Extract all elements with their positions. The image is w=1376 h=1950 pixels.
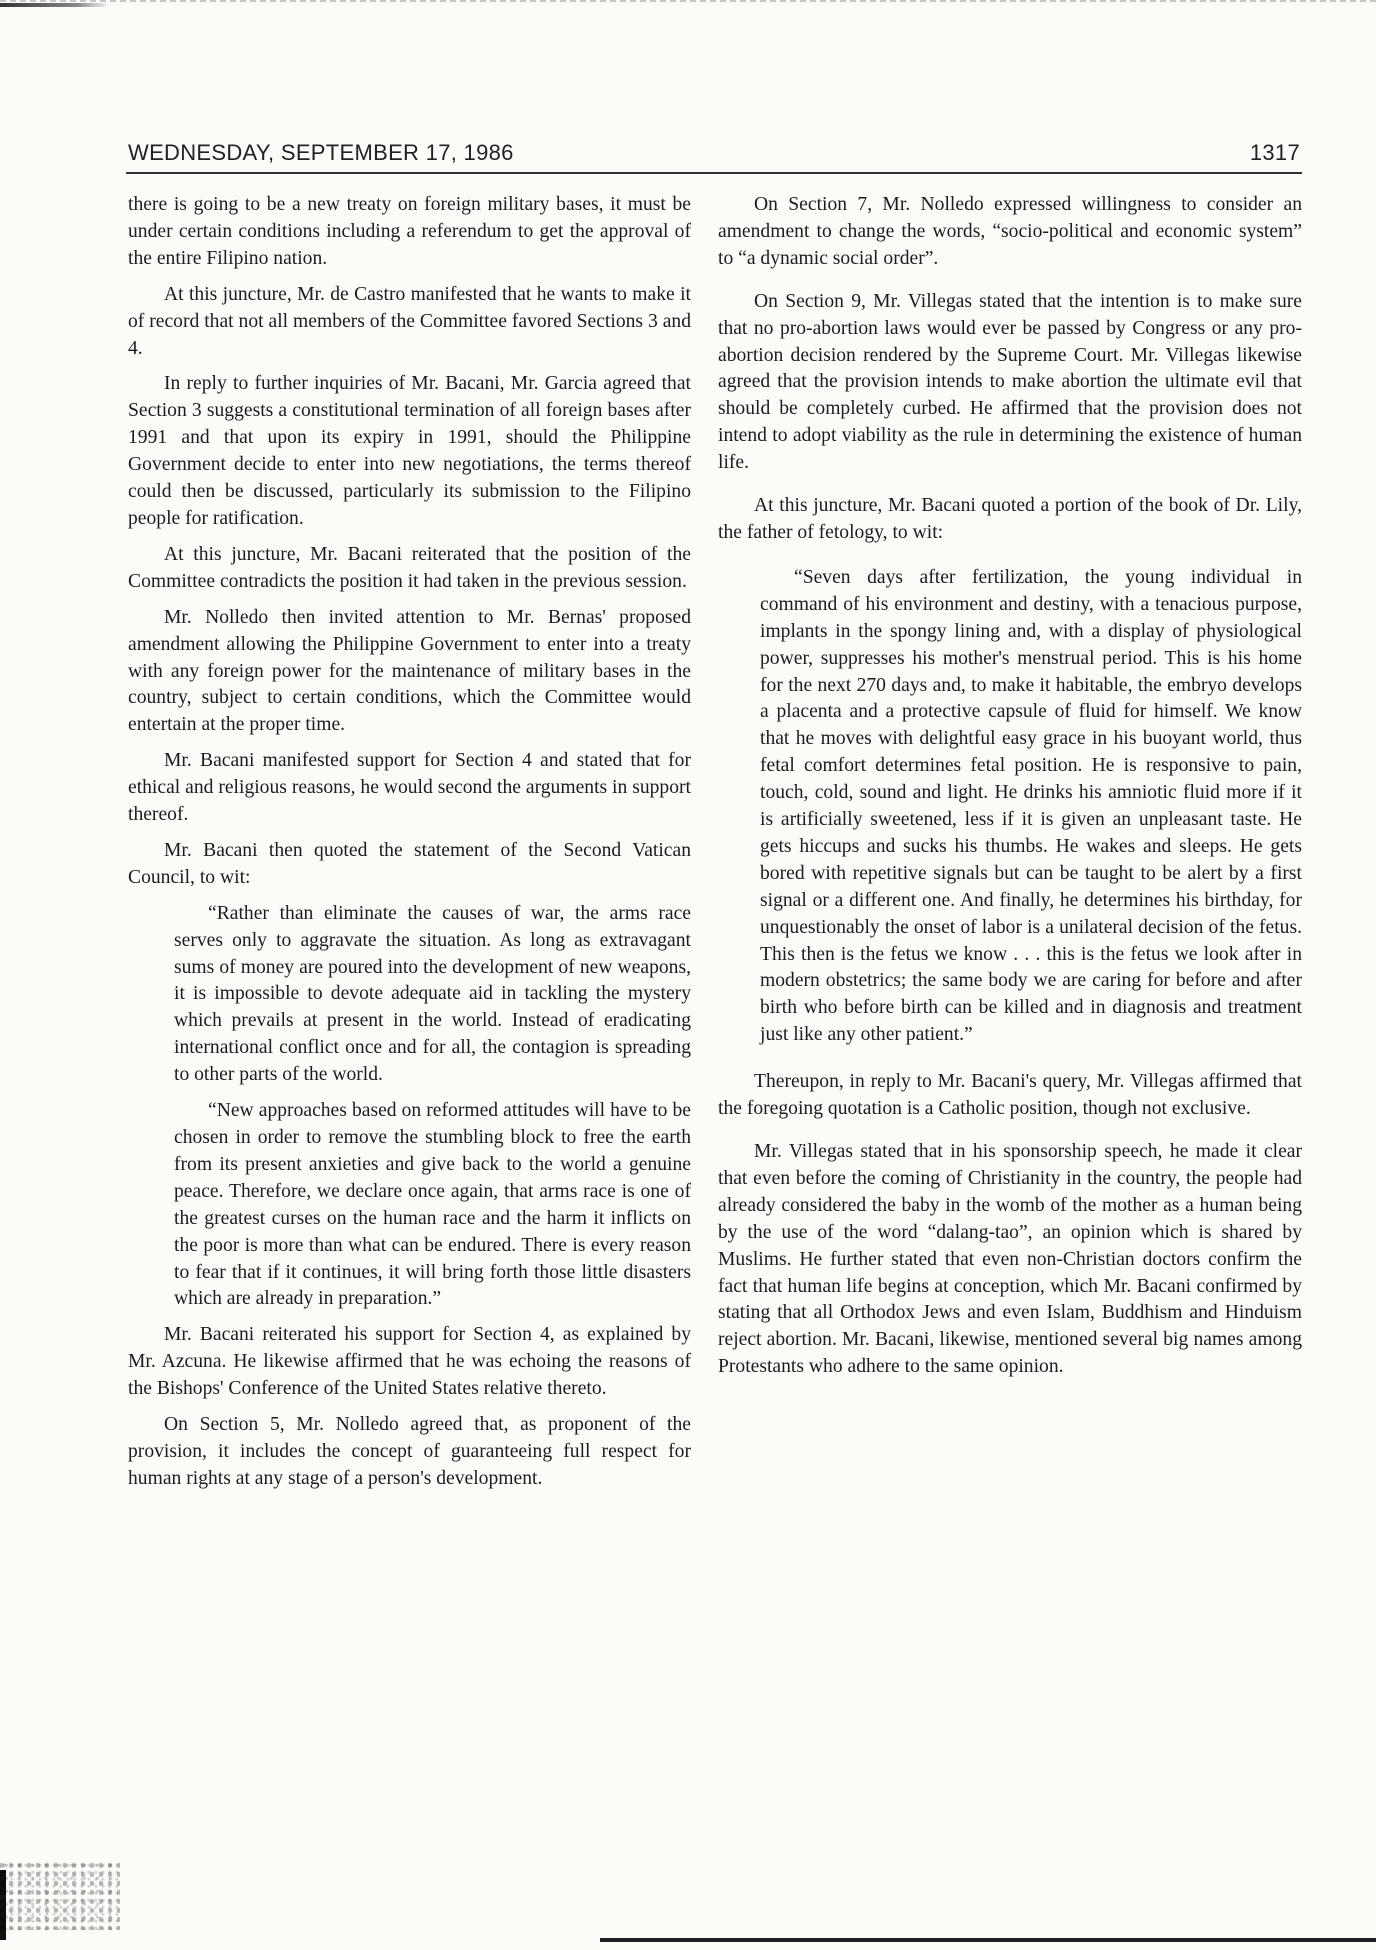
paragraph: On Section 5, Mr. Nolledo agreed that, as proponent of the provision, it includes the concept of guaranteeing full respect for human rights at any stage of a person's development. (128, 1414, 691, 1489)
paragraph: On Section 9, Mr. Villegas stated that the intention is to make sure that no pro-abortion laws would ever be passed by Congress or any pro-abortion decision rendered by the Supreme Court. Mr. Villegas likewise agreed that the provision intends to make abortion the ultimate evil that should be completely curbed. He affirmed that the provision does not intend to adopt viability as the rule in determining the existence of human life. (718, 290, 1302, 474)
left-column (128, 192, 691, 1502)
paragraph: Mr. Bacani manifested support for Section 4 and stated that for ethical and religious reasons, he would second the arguments in support thereof. (128, 750, 691, 826)
header-rule (126, 172, 1302, 174)
bottom-rule (600, 1938, 1376, 1942)
block-quote: “New approaches based on reformed attitudes will have to be chosen in order to remove the stumbling block to free the earth from its present anxieties and give back to the world a genuine peace. Therefore, we declare once again, that arms race is one of the greatest curses on the human race and the harm it inflicts on the poor is more than what can be endured. There is every reason to fear that if it continues, it will bring forth those little disasters which are already in preparation.” (174, 1100, 691, 1310)
paragraph: At this juncture, Mr. de Castro manifested that he wants to make it of record that not all members of the Committee favored Sections 3 and 4. (128, 283, 691, 359)
paragraph: Mr. Bacani then quoted the statement of the Second Vatican Council, to wit: (128, 839, 691, 888)
scan-noise (0, 1860, 120, 1930)
paragraph: At this juncture, Mr. Bacani reiterated that the position of the Committee contradicts the position it had taken in the previous session. (128, 543, 691, 592)
paragraph: Mr. Bacani reiterated his support for Section 4, as explained by Mr. Azcuna. He likewise affirmed that he was echoing the reasons of the Bishops' Conference of the United States relative thereto. (128, 1324, 691, 1400)
paragraph: Mr. Villegas stated that in his sponsorship speech, he made it clear that even before the coming of Christianity in the country, the people had already considered the baby in the womb of the mother as a human being by the use of the word “dalang-tao”, an opinion which is shared by Muslims. He further stated that even non-Christian doctors confirm the fact that human life begins at conception, which Mr. Bacani confirmed by stating that all Orthodox Jews and even Islam, Buddhism and Hinduism reject abortion. Mr. Bacani, likewise, mentioned several big names among Protestants who adhere to the same opinion. (718, 1141, 1302, 1378)
page-header (128, 136, 1300, 166)
paragraph: On Section 7, Mr. Nolledo expressed willingness to consider an amendment to change the words, “socio-political and economic system” to “a dynamic social order”. (718, 194, 1302, 269)
paragraph: there is going to be a new treaty on foreign military bases, it must be under certain conditions including a referendum to get the approval of the entire Filipino nation. (128, 194, 691, 269)
header-date: WEDNESDAY, SEPTEMBER 17, 1986 (128, 140, 514, 165)
block-quote: “Seven days after fertilization, the young individual in command of his environment and destiny, with a tenacious purpose, implants in the spongy lining and, with a display of physiological power, suppresses his mother's menstrual period. This is his home for the next 270 days and, to make it habitable, the embryo develops a placenta and a protective capsule of fluid for himself. We know that he moves with delightful easy grace in his buoyant world, thus fetal comfort determines fetal position. He is responsive to pain, touch, cold, sound and light. He drinks his amniotic fluid more if it is artificially sweetened, less if it is given an unpleasant taste. He gets hiccups and sucks his thumbs. He wakes and sleeps. He gets bored with repetitive signals but can be taught to be alert by a first signal or a different one. And finally, he determines his birthday, for unquestionably the onset of labor is a unilateral decision of the fetus. This then is the fetus we know . . . this is the fetus we look after in modern obstetrics; the same body we are caring for before and after birth who before birth can be killed and in diagnosis and treatment just like any other patient.” (760, 566, 1302, 1046)
block-quote: “Rather than eliminate the causes of war, the arms race serves only to aggravate the situation. As long as extravagant sums of money are poured into the development of new weapons, it is impossible to devote adequate aid in tackling the mystery which prevails at present in the world. Instead of eradicating international conflict once and for all, the contagion is spreading to other parts of the world. (174, 902, 691, 1086)
right-column (718, 192, 1302, 1397)
paragraph: Mr. Nolledo then invited attention to Mr. Bernas' proposed amendment allowing the Philippine Government to enter into a treaty with any foreign power for the maintenance of military bases in the country, subject to certain conditions, which the Committee would entertain at the proper time. (128, 606, 691, 736)
paragraph: At this juncture, Mr. Bacani quoted a portion of the book of Dr. Lily, the father of fetology, to wit: (718, 495, 1302, 543)
paragraph: In reply to further inquiries of Mr. Bacani, Mr. Garcia agreed that Section 3 suggests a constitutional termination of all foreign bases after 1991 and that upon its expiry in 1991, should the Philippine Government decide to enter into new negotiations, the terms thereof could then be discussed, particularly its submission to the Filipino people for ratification. (128, 373, 691, 529)
scan-smudge (0, 3, 110, 7)
paragraph: Thereupon, in reply to Mr. Bacani's query, Mr. Villegas affirmed that the foregoing quotation is a Catholic position, though not exclusive. (718, 1071, 1302, 1120)
scan-edge-artifact (0, 0, 1376, 16)
page-number: 1317 (1249, 140, 1300, 165)
